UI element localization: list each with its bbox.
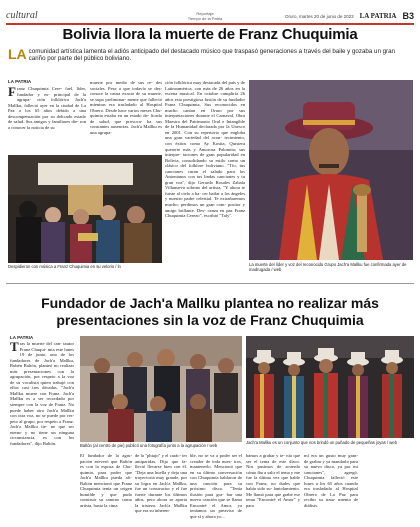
story1-byline: LA PATRIA [8,79,32,84]
story1-photo-portrait [249,80,413,260]
center-meta [156,11,254,21]
story2-column-6-text: mí era un gusto muy gran- de grabar y ya mandarlo para su nuevo disco, ya por mi canciones", agregó. Chuquimia falleció este lunes a los 65 años cuando era trasladado al Hospital Obrero de La Paz para recibir su trata- miento de diálisis. [304,453,358,508]
story1-photo-funeral-caption: Despidieron con música a Franz Chuquimia en su velorio / ln [8,264,121,269]
story2-column-4 [190,453,242,525]
story2-column-5-text: bamos a grabar y te- nía que ser el tema de este disco. Nos pusimos de acuerdo cómo íba a salir el tema y me fue la última vez que hable con Franz, no dudes que había sido su- lantolamiento. Me llamó para que grabe ese tema "Encontré el Amor" y para [246,453,300,508]
story2-photo-group-caption: Baltón (al centro de pie) publicó una fotografía junto a la agrupación / web [80,443,218,448]
story2-column-1-text: ras la muerte del can- tautor Franz Chuqui- mia este lunes 19 de junio, uno de los fundadores de Jach'a Mallku, Rubén Baltón, planteó no realizar más presentaciones con la agrupación, por respeto a la voz de su vocalista quien trabajó con ellos casi tres décadas. "Jach'a Mallku muere con Franz. Jach'a Mallku es a ser recordado por siempre con la voz de Franz. No puede haber otro Jach'a Mallku con otra voz, no se puede por res- peto al grupo, por respeto a Franz. Jach'a Mallku tie- ne que ser eterno y no tiene un ninguna circunstancia, es con los fundadores", dijo Baltón. [10,341,74,446]
story1-column-2-text: muerte por medio de sus re- des sociales. Pese a que todavía se des- conoce la causa exacta de su muerte, se supo preliminar- mente que falleció mientras era trasladado al Hospital Obrero. Desde hace varios meses Chu- quimia estaba en un estado de- licado de salud, que provoca- ba sus constantes ausencias. Jach'a Mallku es una agrupa- [90,80,162,135]
story2-photo-group [80,336,242,442]
portrait-photo-illustration [249,80,413,260]
story2-column-2 [80,453,132,525]
section-label: cultural [6,10,38,21]
right-meta [254,11,414,21]
story2-column-6 [304,453,358,525]
story1-column-1 [8,86,86,152]
story1-photo-funeral [8,155,162,263]
story-divider [6,283,414,284]
story1-lead-text: comunidad artística lamenta el adiós anticipado del destacado músico que traspasó generaciones a través del baile y gozaba un gran cariño por parte del público boliviano. [28,48,395,63]
funeral-photo-illustration [8,155,162,263]
band-photo-illustration [246,336,414,438]
story2-column-3 [135,453,187,525]
group-photo-illustration [80,336,242,442]
story1-column-3-text: ción folklórica muy destacada del país y de Latinoamérica, con más de 26 años en la escena musical. En octubre cumpliría 26 años esta prestigiosa fusión de su fundador Franz Chuquimia, Sus reconocidos en mucho cantan en Oruro por sus interpretaciones durante el Carnaval, Obra Maestra del Patrimonio Oral e Intangible de la Humanidad declarada por la Unesco en 2001. Con su repertorio que engloba una gran variedad del acon- tecimiento, con éxitos como Ay Kosita, Quisiera quererte más y Amorosa Palomita; sus interpre- taciones de gran popularidad en Bolivia, consolidando su estilo como un clásico del folklore boliviano. "Tío, tus canciones curan el salado para los Antonianos con tus lindas canciones y tu gran voz", dijo Gerardo Rosales Zabala Villanueva sobrino del artista. "Y ahora te fuiste al cielo a ha- cer bailar a los ángeles y nuestro padre celestial. Te extrañaremos mucho; perdimos un gran com- positor y amigo brillante. Des- canza en paz Franz Chuquimia Cerezo", escribió "Taly". [165,80,245,219]
newspaper-logo: LA PATRIA [359,12,397,20]
story2-column-4-text: ble, no se va a poder ser el creador de toda nues- tros, mantenerlo. Mencionó que en su último conversación con Chuquimia hablaron de una canción para su próximo disco. "Tenía ilusión para gra- bar una nueva canción que se llama Encontré el Amor, ya teníamos un preaviso de que sí y ahora yo... [190,453,242,520]
story2-column-2-text: El fundador de la agru- pación aseveró que Baltón es con la esposa de Chu- quimia, para poder que Jach'a Mallku pueda afi- Baltón mencionó que Franz Chuquimia tenía un origen humilde y que pudo construir su camino como artista, hasta la cima [80,453,132,508]
issue-date: Oruro, martes 20 de junio de 2023 [285,14,354,19]
story2-headline: Fundador de Jach'a Mallku plantea no realizar más presentaciones sin la voz de Franz Chuquimia [41,295,379,328]
story1-dropcap: F [8,84,16,99]
story1-column-1-text: ranz Chuquimia Cere- fael, líder, fundador y ex- principal de la agrupa- ción folklórica Jach'a Mallku, falleció ayer en la ciudad de La Paz a los 65 años debido a una descompensación por su delicado estado de salud. Sus amigos y familiares die- ron a conocer la noticia de su [8,86,86,130]
story2-photo-band [246,336,414,438]
center-meta-line1: Reportaje [196,11,214,16]
story2-column-5 [246,453,300,525]
header-rule [6,23,414,25]
story1-column-3 [165,80,245,273]
story2-photo-band-caption: Jach'a Mallku es un conjunto que nos brindó un puñado de pequeñas joyas / web [246,440,397,445]
story2-dropcap: T [10,341,19,354]
story1-lead [8,48,412,63]
page-number: B3 [402,11,414,21]
story1-lead-dropcap: LA [8,46,27,62]
center-meta-line2: Tiempo de la Patria [187,16,223,21]
story1-headline: Bolivia llora la muerte de Franz Chuquimia [62,26,358,43]
story2-column-3-text: de la "phiajo" y el carác- ter antiparidas. Dijo que fa- lleció llevarse bien con él. "Deja una huella y deja una trayectoria muy grande, por su logra en Jach'a Mallku, fue un constructor y el fue fuerte durante los últimos años, pero ahora se aporta la tristeza. Jach'a Mallku que era su inheren- [135,453,187,514]
story2-column-1 [10,341,74,521]
story1-photo-portrait-caption: La muerte del líder y voz del reconocido Grupo Jach'a Mallku fue confirmada ayer de madrugada / web [249,262,407,272]
story1-column-2 [90,80,162,152]
masthead [6,3,414,21]
story2-byline: LA PATRIA [10,335,34,340]
